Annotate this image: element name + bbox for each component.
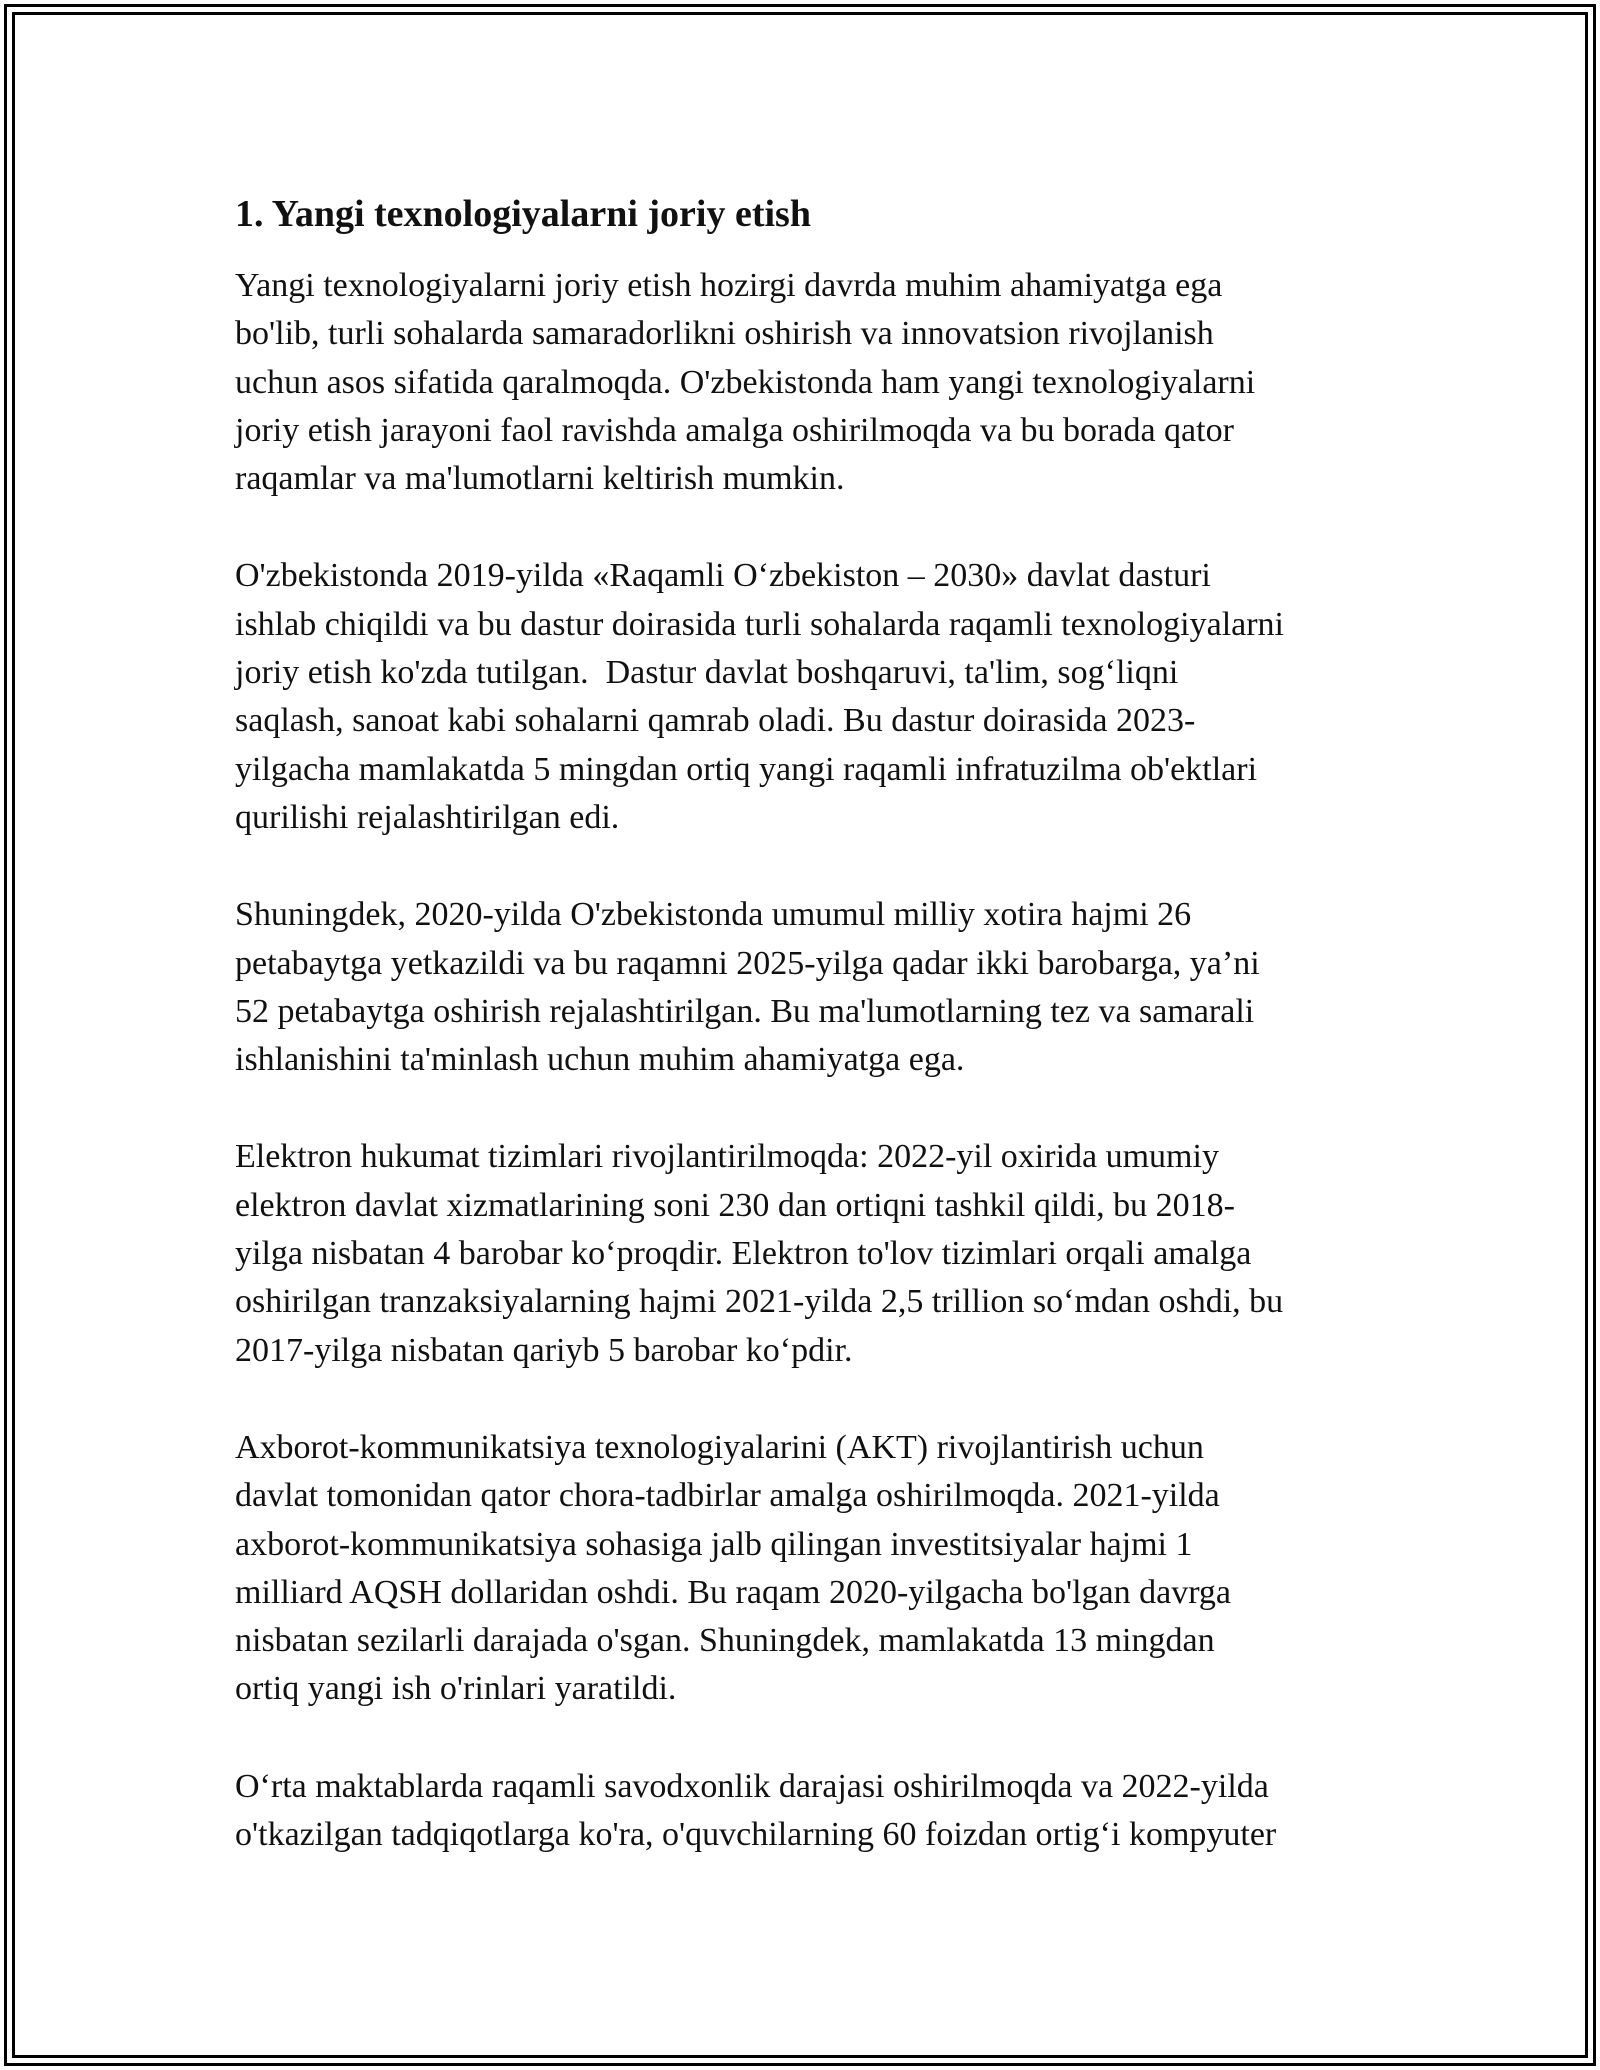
paragraph-e-government bbox=[235, 1133, 1375, 1374]
text-line: davlat tomonidan qator chora-tadbirlar amalga oshirilmoqda. 2021-yilda bbox=[235, 1477, 1220, 1515]
section-heading: 1. Yangi texnologiyalarni joriy etish bbox=[235, 193, 811, 235]
text-line: ishlab chiqildi va bu dastur doirasida turli sohalarda raqamli texnologiyalarni bbox=[235, 605, 1285, 643]
paragraph-ict bbox=[235, 1424, 1375, 1714]
document-body bbox=[235, 188, 1375, 1908]
text-line: ortiq yangi ish o'rinlari yaratildi. bbox=[235, 1670, 677, 1708]
text-line: ishlanishini ta'minlash uchun muhim ahamiyatga ega. bbox=[235, 1041, 965, 1079]
text-line: saqlash, sanoat kabi sohalarni qamrab oladi. Bu dastur doirasida 2023- bbox=[235, 702, 1196, 740]
text-line: Shuningdek, 2020-yilda O'zbekistonda umumul milliy xotira hajmi 26 bbox=[235, 896, 1192, 934]
text-line: joriy etish ko'zda tutilgan. Dastur davlat boshqaruvi, ta'lim, sog‘liqni bbox=[235, 654, 1179, 692]
text-line: oshirilgan tranzaksiyalarning hajmi 2021-yilda 2,5 trillion so‘mdan oshdi, bu bbox=[235, 1283, 1284, 1321]
text-line: bo'lib, turli sohalarda samaradorlikni oshirish va innovatsion rivojlanish bbox=[235, 315, 1214, 353]
text-line: milliard AQSH dollaridan oshdi. Bu raqam 2020-yilgacha bo'lgan davrga bbox=[235, 1573, 1232, 1611]
paragraph-storage bbox=[235, 891, 1375, 1084]
text-line: qurilishi rejalashtirilgan edi. bbox=[235, 798, 620, 836]
text-line: yilgacha mamlakatda 5 mingdan ortiq yangi raqamli infratuzilma ob'ektlari bbox=[235, 750, 1258, 788]
text-line: elektron davlat xizmatlarining soni 230 dan ortiqni tashkil qildi, bu 2018- bbox=[235, 1186, 1235, 1224]
text-line: 52 petabaytga oshirish rejalashtirilgan. Bu ma'lumotlarning tez va samarali bbox=[235, 992, 1255, 1030]
text-line: axborot-kommunikatsiya sohasiga jalb qilingan investitsiyalar hajmi 1 bbox=[235, 1525, 1193, 1563]
text-line: o'tkazilgan tadqiqotlarga ko'ra, o'quvchilarning 60 foizdan ortig‘i kompyuter bbox=[235, 1816, 1277, 1854]
text-line: raqamlar va ma'lumotlarni keltirish mumkin. bbox=[235, 460, 845, 498]
text-line: nisbatan sezilarli darajada o'sgan. Shuningdek, mamlakatda 13 mingdan bbox=[235, 1622, 1215, 1660]
text-line: Axborot-kommunikatsiya texnologiyalarini (AKT) rivojlantirish uchun bbox=[235, 1428, 1204, 1466]
paragraph-intro bbox=[235, 262, 1375, 503]
text-line: Elektron hukumat tizimlari rivojlantirilmoqda: 2022-yil oxirida umumiy bbox=[235, 1138, 1219, 1176]
text-line: petabaytga yetkazildi va bu raqamni 2025-yilga qadar ikki barobarga, ya’ni bbox=[235, 944, 1260, 982]
paragraph-digital-program bbox=[235, 552, 1375, 842]
paragraph-schools bbox=[235, 1763, 1375, 1860]
text-line: uchun asos sifatida qaralmoqda. O'zbekistonda ham yangi texnologiyalarni bbox=[235, 363, 1256, 401]
text-line: Yangi texnologiyalarni joriy etish hozirgi davrda muhim ahamiyatga ega bbox=[235, 267, 1223, 304]
text-line: O'zbekistonda 2019-yilda «Raqamli O‘zbekiston – 2030» davlat dasturi bbox=[235, 557, 1211, 595]
text-line: yilga nisbatan 4 barobar ko‘proqdir. Elektron to'lov tizimlari orqali amalga bbox=[235, 1235, 1252, 1273]
text-line: joriy etish jarayoni faol ravishda amalga oshirilmoqda va bu borada qator bbox=[235, 411, 1234, 449]
text-line: O‘rta maktablarda raqamli savodxonlik darajasi oshirilmoqda va 2022-yilda bbox=[235, 1767, 1269, 1805]
text-line: 2017-yilga nisbatan qariyb 5 barobar ko‘pdir. bbox=[235, 1331, 853, 1369]
